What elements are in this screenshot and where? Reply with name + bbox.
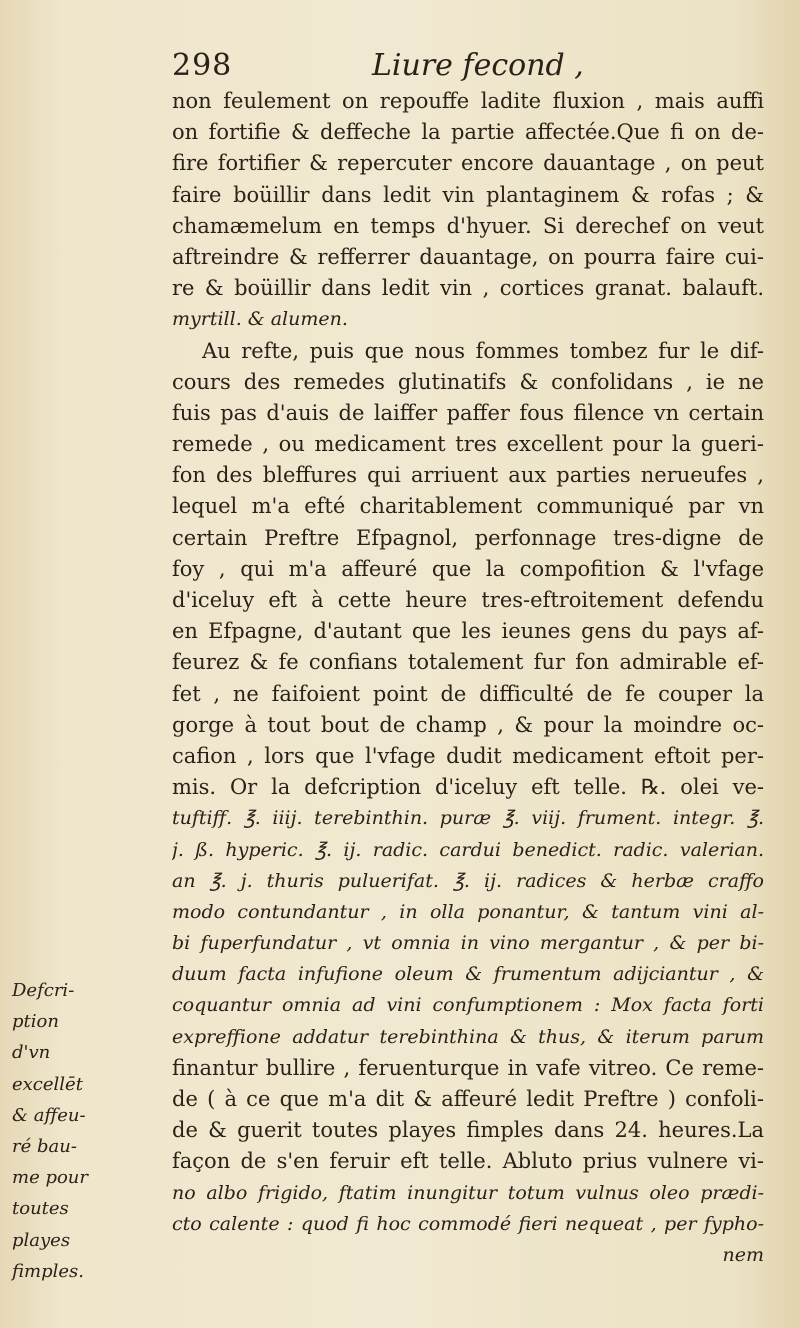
- recipe-line: j. ß. hyperic. ℥. ij. radic. cardui benedict. radic. valerian.: [172, 838, 764, 861]
- paragraph-start-line: Au refte, puis que nous fommes tombez fur le dif-: [202, 338, 764, 363]
- margin-note-line: playes: [12, 1229, 71, 1251]
- text-line: foy , qui m'a affeuré que la compofition & l'vfage: [172, 556, 764, 581]
- margin-note-line: ré bau-: [12, 1135, 77, 1157]
- margin-note-line: toutes: [12, 1198, 69, 1220]
- text-line: re & boüillir dans ledit vin , cortices granat. balauft.: [172, 276, 764, 301]
- text-line: lequel m'a efté charitablement communiqué par vn: [172, 494, 764, 519]
- text-line: mis. Or la defcription d'iceluy eft telle. ℞. olei ve-: [172, 775, 764, 800]
- text-line: cours des remedes glutinatifs & confolidans , ie ne: [172, 369, 764, 394]
- main-text: [172, 86, 764, 1271]
- margin-note-line: excellēt: [12, 1073, 83, 1095]
- text-line: d'iceluy eft à cette heure tres-eftroitement defendu: [172, 588, 764, 612]
- recipe-line: tuftiff. ℥. iiij. terebinthin. puræ ℥. viij. frument. integr. ℥.: [172, 807, 764, 830]
- recipe-line: no albo frigido, ftatim inungitur totum vulnus oleo prædi-: [172, 1181, 764, 1204]
- recipe-line: expreffione addatur terebinthina & thus, & iterum parum: [172, 1025, 764, 1048]
- text-line: fuis pas d'auis de laiffer paffer fous filence vn certain: [172, 400, 764, 425]
- recipe-line: bi fuperfundatur , vt omnia in vino mergantur , & per bi-: [172, 932, 764, 955]
- margin-note: [12, 975, 162, 1287]
- page-header: [172, 42, 752, 86]
- text-line: façon de s'en feruir eft telle. Abluto prius vulnere vi-: [172, 1149, 764, 1174]
- text-line: fon des bleffures qui arriuent aux parties nerueufes ,: [172, 463, 764, 488]
- text-line: myrtill. & alumen.: [172, 308, 348, 331]
- text-line: de & guerit toutes playes fimples dans 24. heures.La: [172, 1118, 764, 1143]
- recipe-line: cto calente : quod fi hoc commodé fieri nequeat , per fypho-: [172, 1212, 764, 1235]
- margin-note-line: fimples.: [12, 1260, 84, 1282]
- text-line: fire fortifier & repercuter encore dauantage , on peut: [172, 151, 764, 176]
- text-line: gorge à tout bout de champ , & pour la moindre oc-: [172, 712, 764, 737]
- recipe-line: modo contundantur , in olla ponantur, & tantum vini al-: [172, 900, 764, 923]
- recipe-line: an ℥. j. thuris puluerifat. ℥. ij. radices & herbæ craffo: [172, 869, 764, 892]
- page-number: 298: [172, 48, 233, 83]
- text-line: cafion , lors que l'vfage dudit medicament eftoit per-: [172, 743, 764, 768]
- margin-note-line: Defcri-: [12, 980, 75, 1001]
- text-line: non feulement on repouffe ladite fluxion , mais auffi: [172, 89, 764, 113]
- margin-note-line: d'vn: [12, 1042, 51, 1064]
- margin-note-line: & affeu-: [12, 1104, 86, 1126]
- catchword: nem: [722, 1243, 764, 1266]
- text-line: finantur bullire , feruenturque in vafe vitreo. Ce reme-: [172, 1055, 764, 1080]
- text-line: faire boüillir dans ledit vin plantaginem & rofas ; &: [172, 182, 764, 207]
- recipe-line: coquantur omnia ad vini confumptionem : Mox facta forti: [172, 994, 764, 1017]
- text-line: aftreindre & refferrer dauantage, on pourra faire cui-: [172, 244, 764, 269]
- text-line: on fortifie & deffeche la partie affectée.Que fi on de-: [172, 120, 764, 145]
- text-line: en Efpagne, d'autant que les ieunes gens du pays af-: [172, 619, 764, 644]
- recipe-line: duum facta infufione oleum & frumentum adijciantur , &: [172, 963, 764, 986]
- text-line: remede , ou medicament tres excellent pour la gueri-: [172, 432, 764, 457]
- margin-note-line: me pour: [12, 1167, 88, 1189]
- text-line: chamæmelum en temps d'hyuer. Si derechef on veut: [172, 213, 764, 238]
- text-line: de ( à ce que m'a dit & affeuré ledit Preftre ) confoli-: [172, 1087, 764, 1111]
- running-head: Liure fecond ,: [372, 48, 584, 83]
- text-line: fet , ne faifoient point de difficulté de fe couper la: [172, 681, 764, 706]
- margin-note-line: ption: [12, 1011, 59, 1033]
- text-line: certain Preftre Efpagnol, perfonnage tres-digne de: [172, 525, 764, 550]
- text-line: feurez & fe confians totalement fur fon admirable ef-: [172, 650, 764, 675]
